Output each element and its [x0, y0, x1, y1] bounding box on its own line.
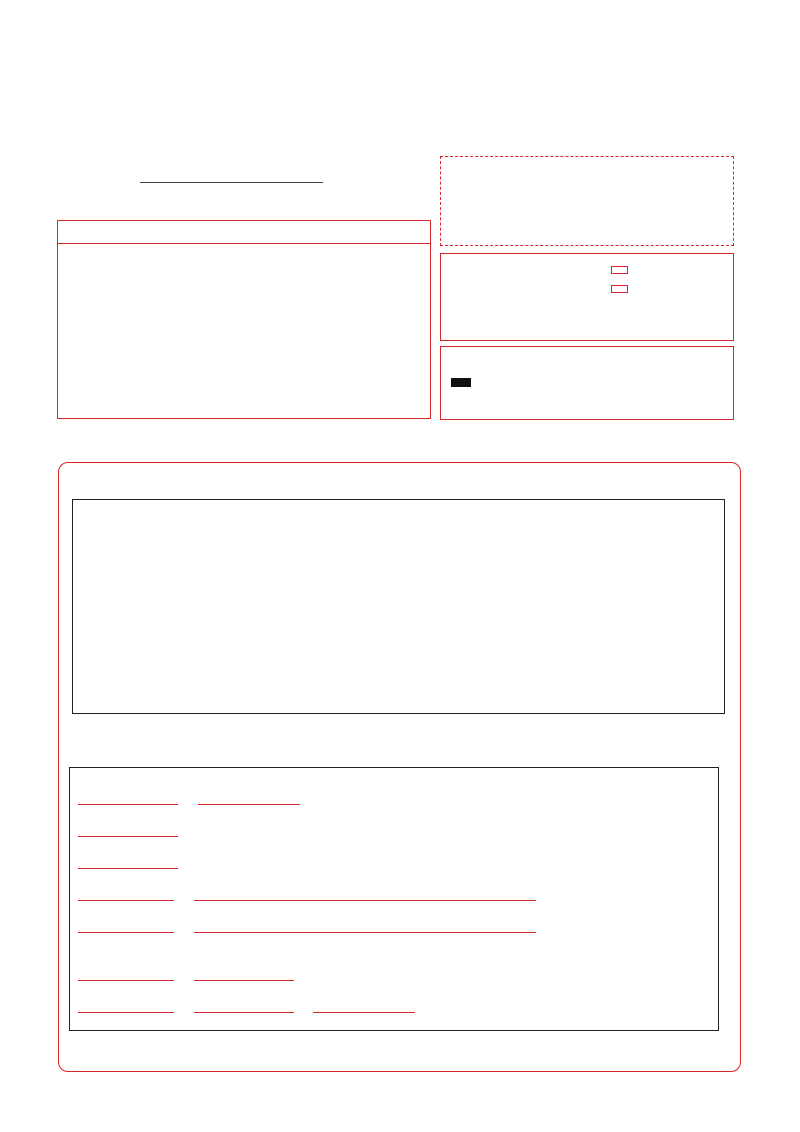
name-field[interactable]: [140, 181, 323, 183]
q21-part: [78, 920, 536, 933]
notice-box: [57, 220, 431, 419]
answer-blank[interactable]: [78, 792, 178, 805]
answer-blank[interactable]: [313, 1000, 415, 1013]
barcode-area: [440, 156, 734, 246]
absent-mark-box[interactable]: [611, 266, 628, 274]
section1-box: [72, 499, 725, 714]
notice-heading: [58, 221, 430, 244]
q21-part: [78, 856, 178, 869]
choice-column: [535, 571, 562, 676]
answer-blank[interactable]: [78, 888, 174, 901]
prohibited-box: [440, 253, 734, 341]
answer-blank[interactable]: [198, 792, 300, 805]
notice-list: [58, 244, 430, 249]
violation-mark-box[interactable]: [611, 285, 628, 293]
q21-part: [78, 888, 536, 901]
correct-fill-mark: [451, 378, 471, 387]
q22-part: [78, 1000, 415, 1013]
correct-fill-row: [451, 375, 471, 390]
answer-blank[interactable]: [78, 1000, 174, 1013]
wrong-fill-row: [451, 398, 483, 413]
answer-blank[interactable]: [78, 824, 178, 837]
answer-blank[interactable]: [78, 856, 178, 869]
fill-sample-box: [440, 346, 734, 420]
answer-blank[interactable]: [194, 1000, 294, 1013]
answer-blank[interactable]: [194, 968, 294, 981]
section2-box: [69, 767, 719, 1031]
answer-blank[interactable]: [78, 920, 174, 933]
answer-blank[interactable]: [194, 920, 536, 933]
q21-part: [78, 824, 178, 837]
q21-part: [78, 792, 300, 805]
answer-blank[interactable]: [194, 888, 536, 901]
q22-part: [78, 968, 294, 981]
answer-blank[interactable]: [78, 968, 174, 981]
